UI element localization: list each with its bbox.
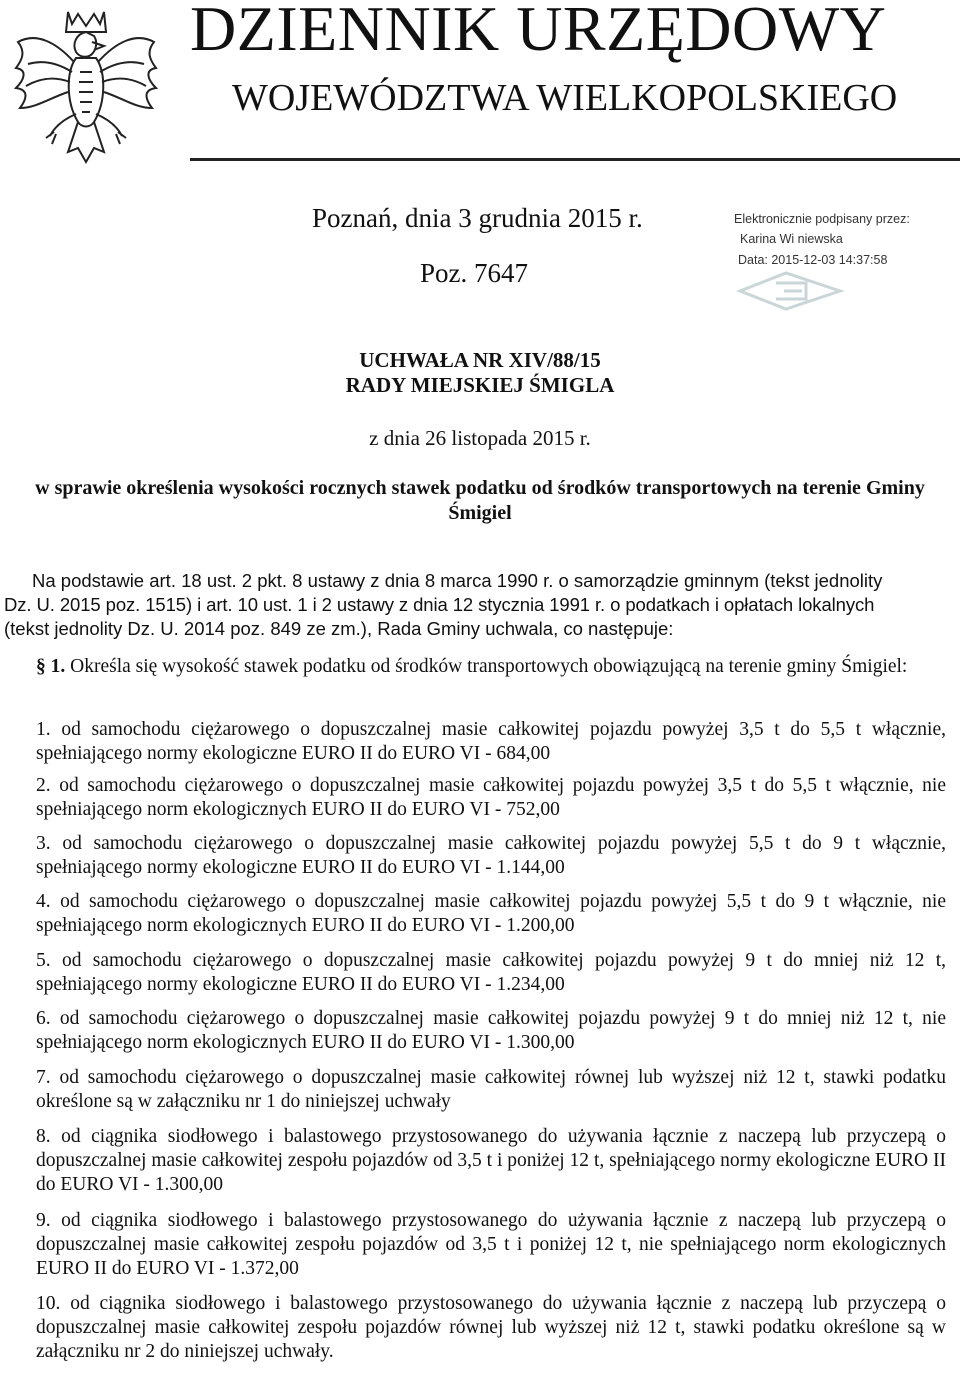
resolution-number: UCHWAŁA NR XIV/88/15 (359, 348, 601, 372)
tax-rate-item (4, 1066, 946, 1114)
item-text: od ciągnika siodłowego i balastowego przystosowanego do używania łącznie z naczepą lub przyczepą o dopuszczalnej masie całkowitej zespołu pojazdów od 3,5 t i poniżej 12 t, spełniającego normy ekologiczne EURO II do EURO VI - 1.300,00 (36, 1126, 947, 1195)
journal-subtitle: WOJEWÓDZTWA WIELKOPOLSKIEGO (232, 77, 898, 119)
item-text: od samochodu ciężarowego o dopuszczalnej masie całkowitej pojazdu powyżej 9 t do mniej niż 12 t, spełniającego normy ekologiczne EURO II do EURO VI - 1.234,00 (36, 950, 947, 995)
tax-rate-item (4, 718, 946, 766)
resolution-subject-line2: Śmigiel (448, 502, 512, 524)
item-number: 1. (36, 719, 51, 740)
item-text: od samochodu ciężarowego o dopuszczalnej masie całkowitej równej lub wyższej niż 12 t, stawki podatku określone są w załączniku nr 1 do niniejszej uchwały (36, 1067, 946, 1112)
item-number: 4. (36, 891, 51, 912)
resolution-council: RADY MIEJSKIEJ ŚMIGLA (345, 373, 615, 397)
section-text: Określa się wysokość stawek podatku od środków transportowych obowiązującą na terenie gminy Śmigiel: (70, 656, 908, 677)
section-1 (4, 655, 946, 679)
item-number: 10. (36, 1293, 61, 1314)
tax-rate-item (4, 1125, 946, 1197)
header-divider (190, 158, 960, 161)
item-number: 7. (36, 1067, 51, 1088)
item-number: 9. (36, 1210, 51, 1231)
section-marker: § 1. (36, 656, 66, 677)
white-eagle-emblem-icon (6, 2, 166, 172)
tax-rate-item (4, 1209, 946, 1281)
preamble-line3: (tekst jednolity Dz. U. 2014 poz. 849 ze zm.), Rada Gminy uchwala, co następuje: (4, 618, 674, 639)
item-number: 3. (36, 833, 51, 854)
tax-rate-item (4, 1007, 946, 1055)
tax-rate-item (4, 832, 946, 880)
signature-label: Elektronicznie podpisany przez: (734, 212, 910, 226)
tax-rate-item (4, 1292, 946, 1364)
electronic-signature-block (734, 212, 960, 312)
item-text: od samochodu ciężarowego o dopuszczalnej masie całkowitej pojazdu powyżej 5,5 t do 9 t włącznie, spełniającego normy ekologiczne EURO II do EURO VI - 1.144,00 (36, 833, 946, 878)
tax-rate-item (4, 774, 946, 822)
preamble-line1: Na podstawie art. 18 ust. 2 pkt. 8 ustawy z dnia 8 marca 1990 r. o samorządzie gminnym (tekst jednolity (32, 570, 883, 591)
signature-date: Data: 2015-12-03 14:37:58 (738, 253, 888, 267)
item-number: 6. (36, 1008, 51, 1029)
signature-watermark-icon (736, 269, 846, 313)
item-text: od ciągnika siodłowego i balastowego przystosowanego do używania łącznie z naczepą lub przyczepą o dopuszczalnej masie całkowitej zespołu pojazdów od 3,5 t i poniżej 12 t, nie spełniającego norm ekologicznych EURO II do EURO VI - 1.372,00 (36, 1210, 947, 1279)
preamble-line2: Dz. U. 2015 poz. 1515) i art. 10 ust. 1 i 2 ustawy z dnia 12 stycznia 1991 r. o podatkach i opłatach lokalnych (4, 594, 875, 615)
tax-rate-item (4, 949, 946, 997)
item-text: od samochodu ciężarowego o dopuszczalnej masie całkowitej pojazdu powyżej 3,5 t do 5,5 t włącznie, nie spełniającego norm ekologicznych EURO II do EURO VI - 752,00 (36, 775, 947, 820)
resolution-date: z dnia 26 listopada 2015 r. (369, 426, 591, 450)
signature-signer: Karina Wi niewska (740, 232, 843, 246)
item-number: 8. (36, 1126, 51, 1147)
item-text: od ciągnika siodłowego i balastowego przystosowanego do używania łącznie z naczepą lub przyczepą o dopuszczalnej masie całkowitej zespołu pojazdów równej lub wyższej niż 12 t, stawki podatku określone są w załączniku nr 2 do niniejszej uchwały. (36, 1293, 946, 1362)
publication-place-date: Poznań, dnia 3 grudnia 2015 r. (312, 203, 643, 233)
item-text: od samochodu ciężarowego o dopuszczalnej masie całkowitej pojazdu powyżej 5,5 t do 9 t włącznie, nie spełniającego norm ekologicznych EURO II do EURO VI - 1.200,00 (36, 891, 946, 936)
position-number: Poz. 7647 (420, 258, 528, 288)
item-number: 5. (36, 950, 51, 971)
preamble (4, 569, 946, 641)
item-text: od samochodu ciężarowego o dopuszczalnej masie całkowitej pojazdu powyżej 9 t do mniej niż 12 t, nie spełniającego norm ekologicznych EURO II do EURO VI - 1.300,00 (36, 1008, 947, 1053)
resolution-subject (0, 476, 960, 526)
journal-title: DZIENNIK URZĘDOWY (190, 0, 887, 64)
resolution-subject-line1: w sprawie określenia wysokości rocznych stawek podatku od środków transportowych na terenie Gminy (35, 477, 925, 499)
item-text: od samochodu ciężarowego o dopuszczalnej masie całkowitej pojazdu powyżej 3,5 t do 5,5 t włącznie, spełniającego normy ekologiczne EURO II do EURO VI - 684,00 (36, 719, 947, 764)
item-number: 2. (36, 775, 51, 796)
tax-rate-item (4, 890, 946, 938)
